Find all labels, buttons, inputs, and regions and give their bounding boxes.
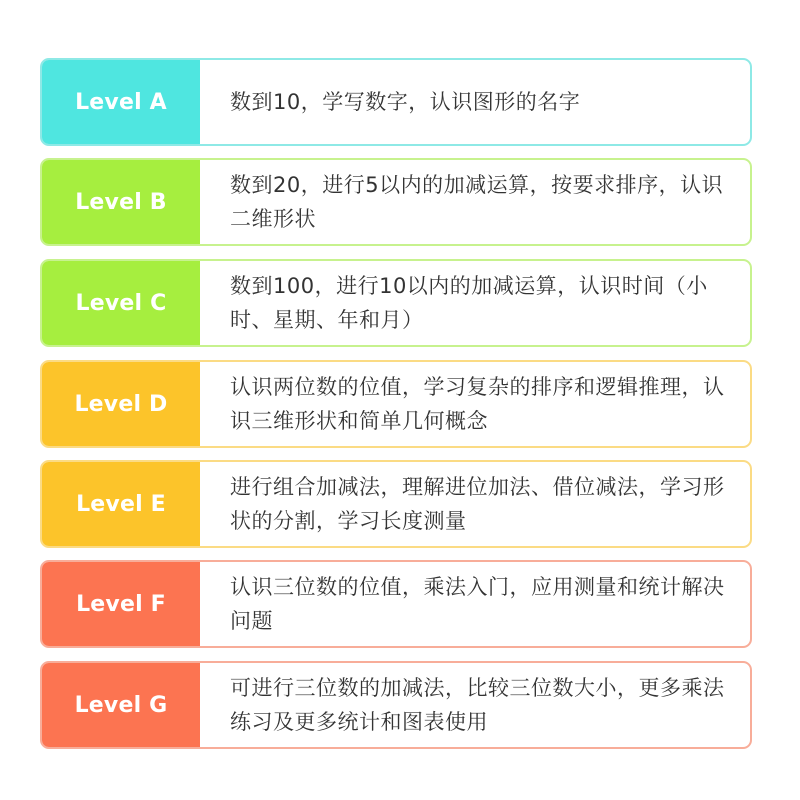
level-d-label: Level D xyxy=(42,362,200,446)
level-f-label: Level F xyxy=(42,562,200,646)
level-card-c xyxy=(40,259,752,347)
level-e-description-text: 进行组合加减法，理解进位加法、借位减法，学习形状的分割，学习长度测量 xyxy=(230,475,725,533)
level-f-description-text: 认识三位数的位值，乘法入门，应用测量和统计解决问题 xyxy=(230,575,725,633)
level-b-description-text: 数到20，进行5以内的加减运算，按要求排序，认识二维形状 xyxy=(230,173,724,231)
level-c-label: Level C xyxy=(42,261,200,345)
level-card-g xyxy=(40,661,752,749)
level-g-description-text: 可进行三位数的加减法，比较三位数大小，更多乘法练习及更多统计和图表使用 xyxy=(230,676,725,734)
level-f-description xyxy=(200,562,750,646)
level-card-b xyxy=(40,158,752,246)
level-g-description xyxy=(200,663,750,747)
level-d-description xyxy=(200,362,750,446)
level-c-description-text: 数到100，进行10以内的加减运算，认识时间（小时、星期、年和月） xyxy=(230,274,708,332)
level-d-description-text: 认识两位数的位值，学习复杂的排序和逻辑推理，认识三维形状和简单几何概念 xyxy=(230,375,725,433)
level-card-a xyxy=(40,58,752,146)
level-b-label: Level B xyxy=(42,160,200,244)
level-g-label: Level G xyxy=(42,663,200,747)
level-a-description xyxy=(200,60,750,144)
level-c-description xyxy=(200,261,750,345)
level-b-description xyxy=(200,160,750,244)
level-card-e xyxy=(40,460,752,548)
level-a-label: Level A xyxy=(42,60,200,144)
level-e-description xyxy=(200,462,750,546)
level-e-label: Level E xyxy=(42,462,200,546)
level-card-d xyxy=(40,360,752,448)
level-a-description-text: 数到10，学写数字，认识图形的名字 xyxy=(230,90,581,114)
level-card-f xyxy=(40,560,752,648)
